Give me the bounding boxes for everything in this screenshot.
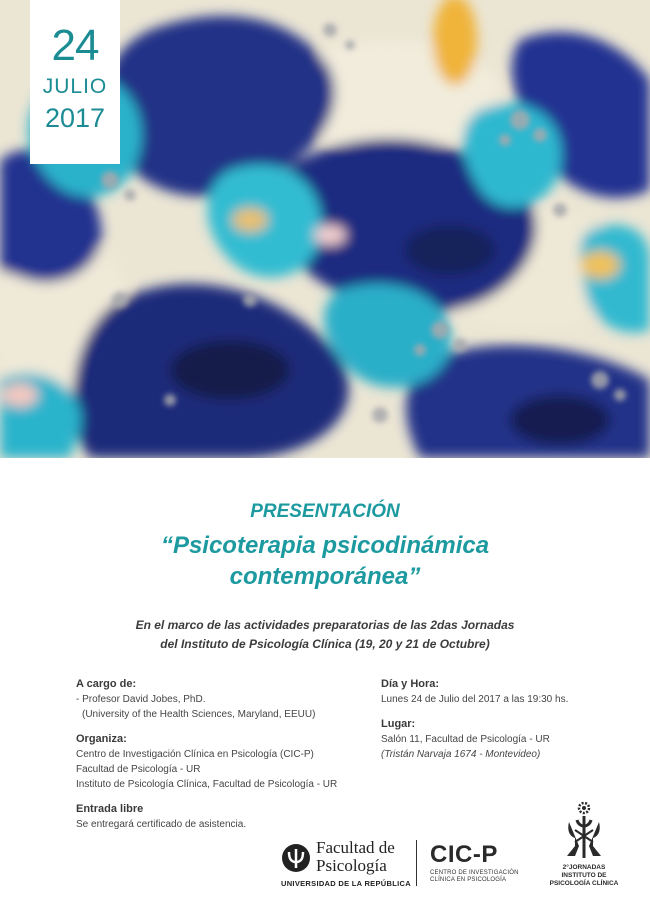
cic-name: CIC-P — [430, 841, 498, 868]
date-day: 24 — [51, 21, 99, 70]
logo-divider — [416, 840, 417, 886]
jornadas-logo — [546, 800, 622, 892]
jornadas-line-2: INSTITUTO DE — [561, 872, 607, 879]
fp-name-line-1: Facultad de — [316, 838, 395, 857]
intro-text — [0, 616, 650, 654]
fp-name-line-2: Psicología — [316, 856, 387, 875]
jornadas-line-1: 2°JORNADAS — [562, 864, 606, 871]
dia-text: Lunes 24 de Julio del 2017 a las 19:30 hs. — [381, 694, 569, 705]
cargo-affiliation: (University of the Health Sciences, Maryland, EEUU) — [82, 709, 316, 720]
entrada-heading: Entrada libre — [76, 803, 144, 815]
details-right-column — [381, 676, 621, 762]
cargo-heading: A cargo de: — [76, 678, 137, 690]
jornadas-line-3: PSICOLOGÍA CLÍNICA — [549, 880, 619, 887]
lugar-heading: Lugar: — [381, 718, 416, 730]
facultad-psicologia-logo — [281, 838, 411, 893]
lugar-text: Salón 11, Facultad de Psicología - UR — [381, 734, 550, 745]
date-year: 2017 — [44, 103, 106, 133]
lugar-address: (Tristán Narvaja 1674 - Montevideo) — [381, 749, 541, 760]
intro-line-2: del Instituto de Psicología Clínica (19, 20 y 21 de Octubre) — [160, 637, 490, 651]
fp-university: UNIVERSIDAD DE LA REPÚBLICA — [281, 879, 411, 888]
organiza-line-1: Centro de Investigación Clínica en Psicología (CIC-P) — [76, 749, 314, 760]
jornadas-emblem-icon — [561, 800, 607, 864]
date-month: JULIO — [42, 75, 108, 98]
cic-p-logo — [430, 842, 530, 892]
organiza-heading: Organiza: — [76, 733, 127, 745]
title-kicker: PRESENTACIÓN — [250, 501, 400, 522]
cic-sub-2: CLÍNICA EN PSICOLOGÍA — [430, 877, 507, 883]
sponsor-logos — [0, 800, 650, 910]
date-badge — [30, 0, 120, 164]
entrada-text: Se entregará certificado de asistencia. — [76, 819, 247, 830]
intro-line-1: En el marco de las actividades preparatorias de las 2das Jornadas — [135, 618, 515, 632]
psi-icon — [281, 843, 311, 873]
cargo-speaker: - Profesor David Jobes, PhD. — [76, 694, 206, 705]
cic-sub-1: CENTRO DE INVESTIGACIÓN — [430, 870, 519, 876]
event-title — [0, 500, 650, 592]
organiza-line-2: Facultad de Psicología - UR — [76, 764, 201, 775]
title-line-2: contemporánea” — [229, 563, 421, 590]
title-line-1: “Psicoterapia psicodinámica — [160, 532, 490, 559]
organiza-line-3: Instituto de Psicología Clínica, Facultad de Psicología - UR — [76, 779, 338, 790]
dia-heading: Día y Hora: — [381, 678, 440, 690]
